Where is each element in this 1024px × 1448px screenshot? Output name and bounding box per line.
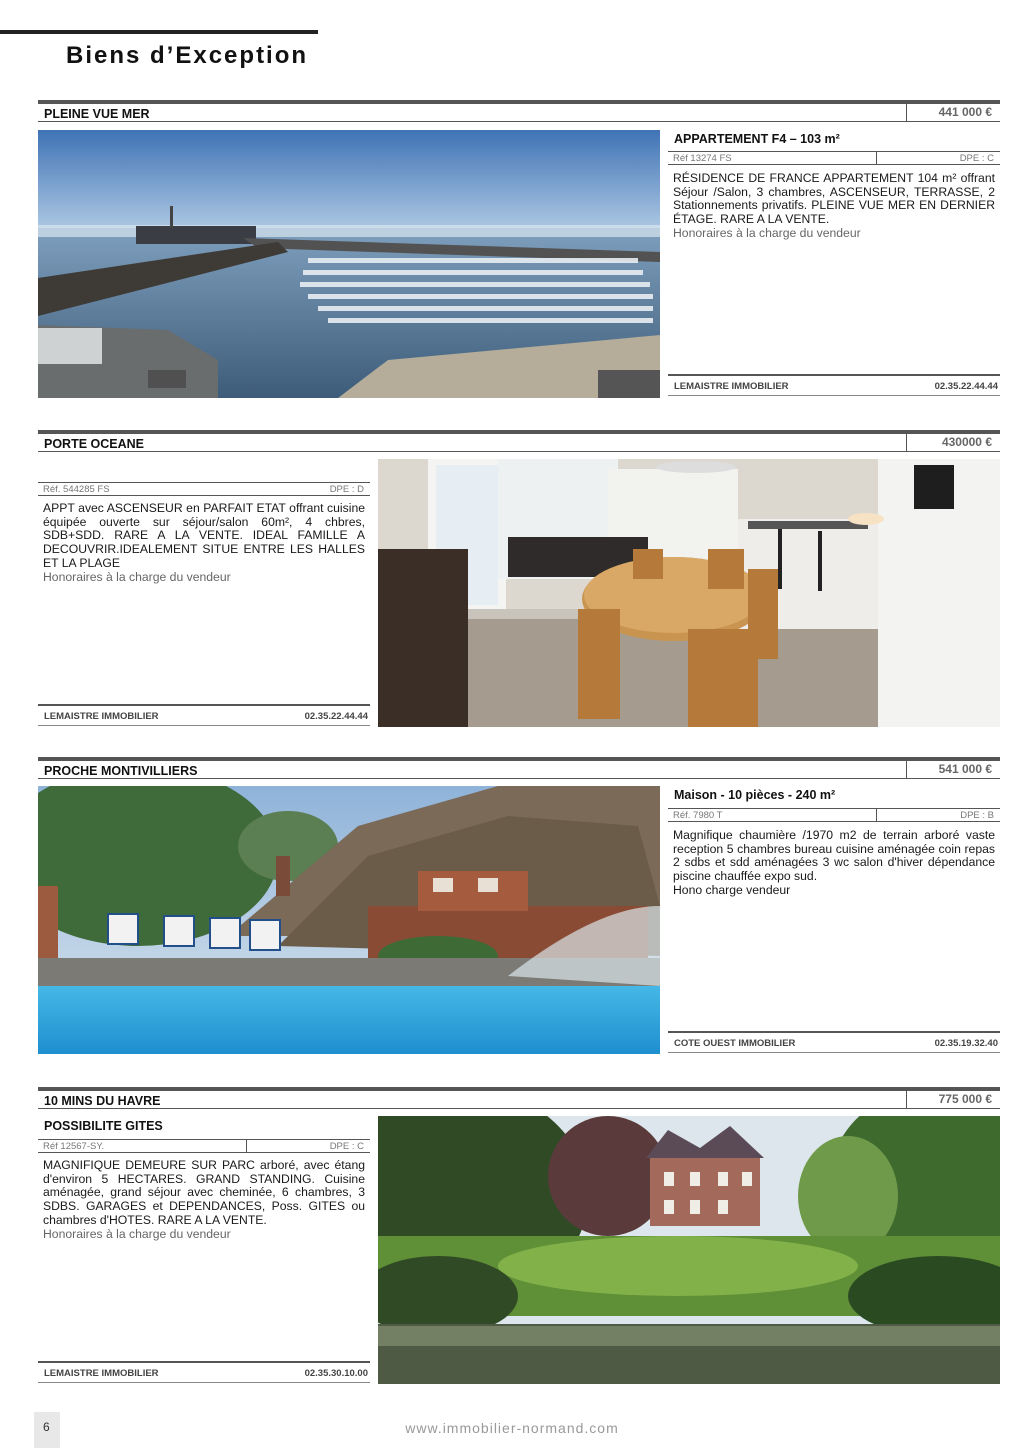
ref-row [668, 808, 1000, 822]
listing-fees: Hono charge vendeur [673, 882, 791, 897]
agency-footer [38, 704, 370, 726]
description-text: Magnifique chaumière /1970 m2 de terrain arboré vaste reception 5 chambres bureau cuisine aménagée coin repas 2 sdbs et sdd aménagées 3 wc salon d'hiver dépendance piscine chauffée expo sud. [673, 828, 995, 884]
agency-footer [668, 374, 1000, 396]
listing-card[interactable] [38, 1087, 1000, 1387]
listing-ref: Réf 12567-SY. [43, 1141, 105, 1152]
agency-footer [668, 1031, 1000, 1053]
listing-dpe: DPE : C [329, 1141, 364, 1152]
ref-row [668, 151, 1000, 165]
listing-location: 10 MINS DU HAVRE [44, 1094, 161, 1108]
top-rule [0, 30, 318, 34]
listing-fees: Honoraires à la charge du vendeur [673, 225, 861, 240]
page-number-text: 6 [43, 1420, 50, 1434]
listing-title: APPARTEMENT F4 – 103 m² [674, 132, 840, 146]
listing-header [38, 757, 1000, 779]
agency-name: COTE OUEST IMMOBILIER [674, 1038, 796, 1049]
agency-name: LEMAISTRE IMMOBILIER [44, 711, 159, 722]
listing-info [38, 460, 370, 728]
ref-row [38, 482, 370, 496]
description-text: APPT avec ASCENSEUR en PARFAIT ETAT offrant cuisine équipée ouverte sur séjour/salon 60m², 4 chbres, SDB+SDD. RARE A LA VENTE. IDEAL FAMILLE A DECOUVRIR.IDEALEMENT SITUE ENTRE LES HALLES ET LA PLAGE [43, 501, 365, 570]
listing-description [673, 172, 995, 241]
listing-dpe: DPE : B [960, 810, 994, 821]
listing-header [38, 1087, 1000, 1109]
listing-price: 441 000 € [906, 104, 1000, 122]
listing-info [668, 130, 1000, 398]
listing-card[interactable] [38, 430, 1000, 730]
listing-header [38, 100, 1000, 122]
agency-name: LEMAISTRE IMMOBILIER [44, 1368, 159, 1379]
dining-room-photo[interactable] [378, 459, 1000, 727]
listing-info [668, 786, 1000, 1054]
listing-ref: Réf. 7980 T [673, 810, 723, 821]
listing-location: PLEINE VUE MER [44, 107, 150, 121]
listing-header [38, 430, 1000, 452]
listing-fees: Honoraires à la charge du vendeur [43, 1226, 231, 1241]
harbour-marina-photo[interactable] [38, 130, 660, 398]
listing-card[interactable] [38, 100, 1000, 400]
listing-dpe: DPE : D [329, 484, 364, 495]
manor-park-pond-photo[interactable] [378, 1116, 1000, 1384]
listing-price: 541 000 € [906, 761, 1000, 779]
agency-name: LEMAISTRE IMMOBILIER [674, 381, 789, 392]
agency-phone[interactable]: 02.35.30.10.00 [304, 1368, 368, 1379]
listing-description [43, 1159, 365, 1241]
website-url[interactable]: www.immobilier-normand.com [405, 1420, 619, 1436]
description-text: MAGNIFIQUE DEMEURE SUR PARC arboré, avec étang d'environ 5 HECTARES. GRAND STANDING. Cuisine aménagée, grand séjour avec cheminée, 6 chambres, 3 SDBS. GARAGES et DEPENDANCES, Poss. GITES ou chambres d'HOTES. RARE A LA VENTE. [43, 1158, 365, 1227]
agency-phone[interactable]: 02.35.19.32.40 [934, 1038, 998, 1049]
listing-price: 775 000 € [906, 1091, 1000, 1109]
listing-title: POSSIBILITE GITES [44, 1119, 163, 1133]
listing-card[interactable] [38, 757, 1000, 1057]
listing-ref: Réf. 544285 FS [43, 484, 110, 495]
listing-title: Maison - 10 pièces - 240 m² [674, 788, 836, 802]
page-title: Biens d’Exception [66, 42, 309, 69]
listing-description [43, 502, 365, 584]
listing-description [673, 829, 995, 898]
description-text: RÉSIDENCE DE FRANCE APPARTEMENT 104 m² offrant Séjour /Salon, 3 chambres, ASCENSEUR, TERRASSE, 2 Stationnements privatifs. PLEINE VUE MER EN DERNIER ÉTAGE. RARE A LA VENTE. [673, 171, 995, 227]
agency-footer [38, 1361, 370, 1383]
listing-dpe: DPE : C [959, 153, 994, 164]
listing-price: 430000 € [906, 434, 1000, 452]
agency-phone[interactable]: 02.35.22.44.44 [934, 381, 998, 392]
listing-location: PROCHE MONTIVILLIERS [44, 764, 198, 778]
listing-info [38, 1117, 370, 1385]
listing-ref: Réf 13274 FS [673, 153, 732, 164]
listing-fees: Honoraires à la charge du vendeur [43, 569, 231, 584]
ref-row [38, 1139, 370, 1153]
listing-location: PORTE OCEANE [44, 437, 145, 451]
thatched-house-pool-photo[interactable] [38, 786, 660, 1054]
agency-phone[interactable]: 02.35.22.44.44 [304, 711, 368, 722]
